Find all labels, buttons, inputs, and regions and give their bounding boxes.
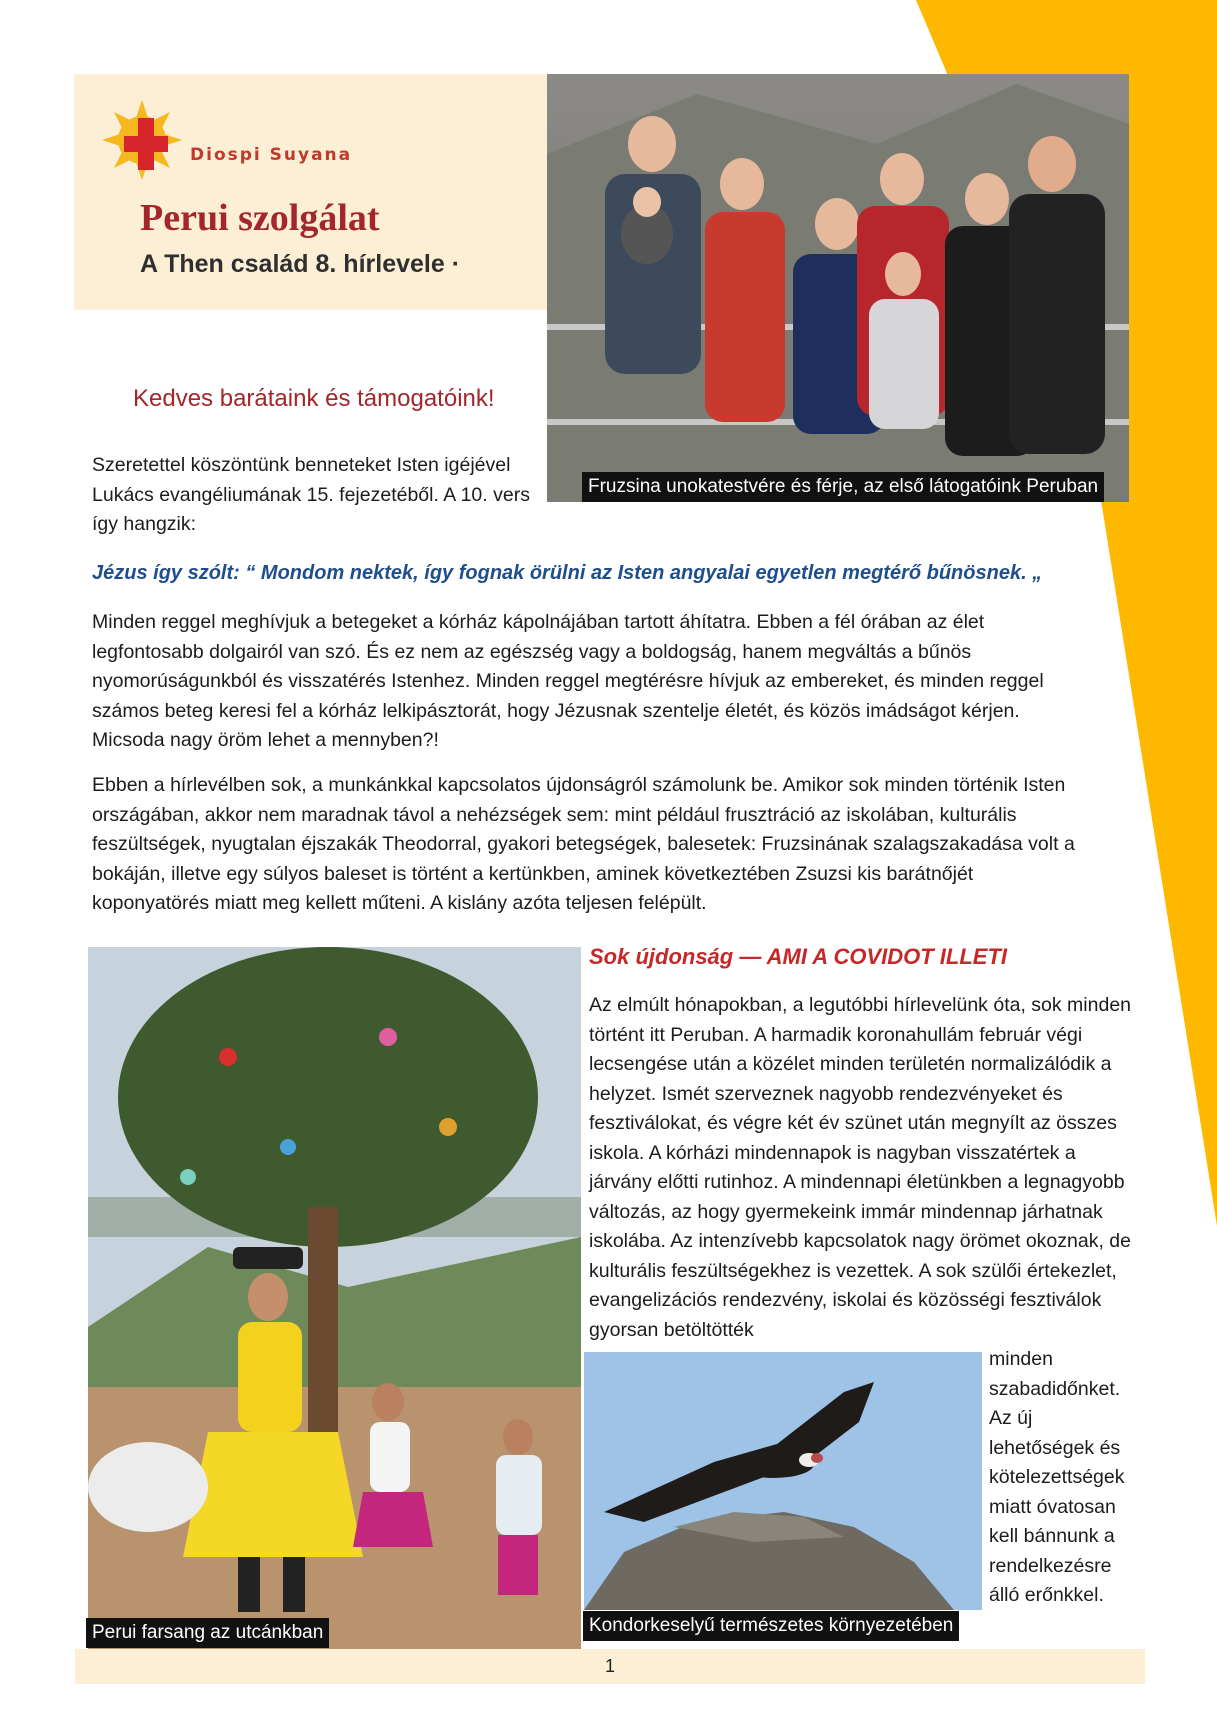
condor-photo-caption: Kondorkeselyű természetes környezetében: [583, 1611, 959, 1641]
greeting: Kedves barátaink és támogatóink!: [133, 385, 495, 412]
bible-quote: Jézus így szólt: “ Mondom nektek, így fognak örülni az Isten angyalai egyetlen megtérő bűnösnek. „: [92, 562, 1043, 584]
page-title: Perui szolgálat: [140, 197, 380, 239]
condor-photo: [584, 1352, 982, 1610]
paragraph-news: Ebben a hírlevélben sok, a munkánkkal kapcsolatos újdonságról számolunk be. Amikor sok minden történik Isten országában, akkor nem maradnak távol a nehézségek sem: mint például frusztráció az iskolában, kulturális feszültségek, nyugtalan éjszakák Theodorral, gyakori betegségek, balesetek: Fruzsinának szalagszakadása volt a bokáján, illetve egy súlyos baleset is történt a kertünkben, aminek következtében Zsuzsi kis barátnőjét koponyatörés miatt meg kellett műteni. A kislány azóta teljesen felépült.: [92, 774, 1075, 914]
section-heading: Sok újdonság — AMI A COVIDOT ILLETI: [589, 944, 1007, 969]
footer-bar: [75, 1649, 1145, 1684]
paragraph-chapel: Minden reggel meghívjuk a betegeket a kórház kápolnájában tartott áhítatra. Ebben a fél órában az élet legfontosabb dolgairól van szó. És ez nem az egészség vagy a boldogság, hanem megváltás a bűnös nyomorúságunkból és visszatérés Istenhez. Minden reggel megtérésre hívjuk az embereket, és minden reggel számos beteg keresi fel a kórház lelkipásztorát, hogy Jézusnak szentelje életét, és közös imádságot kérjen. Micsoda nagy öröm lehet a mennyben?!: [92, 611, 1044, 751]
family-photo: [547, 74, 1129, 502]
logo-text: Diospi Suyana: [190, 145, 353, 165]
intro-paragraph: Szeretettel köszöntünk benneteket Isten igéjével Lukács evangéliumának 15. fejezetéből. A 10. vers így hangzik:: [92, 454, 530, 535]
family-photo-caption: Fruzsina unokatestvére és férje, az első látogatóink Peruban: [582, 472, 1104, 502]
carnival-photo-caption: Perui farsang az utcánkban: [86, 1618, 329, 1648]
page-subtitle: A Then család 8. hírlevele ·: [140, 250, 461, 278]
diospi-suyana-logo: [100, 98, 353, 184]
covid-paragraph-continued: minden szabadidőnket. Az új lehetőségek és kötelezettségek miatt óvatosan kell bánnunk a rendelkezésre álló erőnkkel.: [989, 1348, 1125, 1606]
covid-paragraph: Az elmúlt hónapokban, a legutóbbi hírlevelünk óta, sok minden történt itt Peruban. A harmadik koronahullám február végi lecsengése után a közélet minden területén normalizálódik a helyzet. Ismét szerveznek nagyobb rendezvényeket és fesztiválokat, és végre két év szünet után megnyílt az összes iskola. A kórházi mindennapok is nagyban visszatértek a járvány előtti rutinhoz. A mindennapi életünkben a legnagyobb változás, az hogy gyermekeink immár mindennap járhatnak iskolába. Az intenzívebb kapcsolatok nagy örömet okoznak, de kulturális feszültségekhez is vezettek. A sok szülői értekezlet, evangelizációs rendezvény, iskolai és közösségi fesztiválok gyorsan betöltötték: [589, 994, 1132, 1341]
page-number: 1: [604, 1656, 615, 1676]
carnival-photo: [88, 947, 581, 1649]
